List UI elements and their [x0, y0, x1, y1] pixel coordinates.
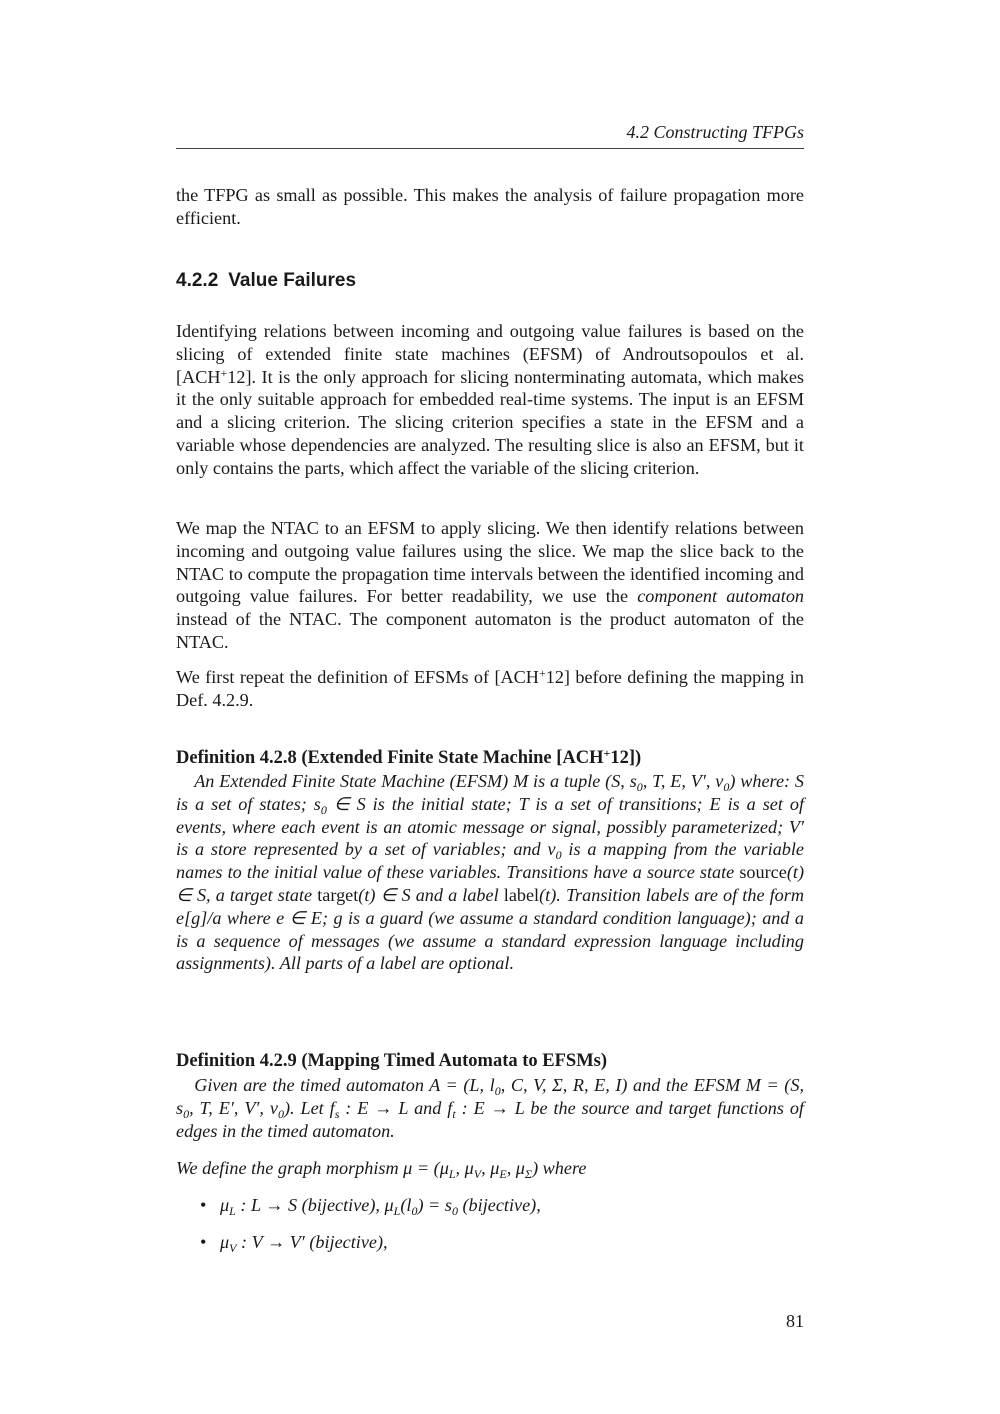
subscript: 0 [636, 780, 643, 794]
def-text: (t) ∈ S, a target state [176, 862, 804, 905]
subscript: V [229, 1240, 237, 1255]
subscript: Σ [524, 1167, 533, 1181]
def-text: : E → L be the source and target functions of edges in the timed automaton. [176, 1097, 804, 1141]
header-rule [176, 148, 804, 149]
def-text: , μ [506, 1158, 525, 1178]
definition-title-text: 12]) [610, 748, 642, 768]
list-item [176, 1194, 804, 1217]
function-name: target [317, 884, 359, 905]
subscript: 0 [183, 1106, 190, 1121]
morphism-statement [176, 1157, 804, 1180]
emphasis-term: component automaton [637, 586, 805, 607]
paragraph-efsm-intro [176, 666, 804, 712]
subscript: E [499, 1167, 507, 1181]
subscript: L [448, 1167, 456, 1181]
def-text: , μ [481, 1158, 500, 1178]
def-text: , T, E′, V′, v [189, 1097, 278, 1118]
paragraph-text: Identifying relations between incoming and outgoing value failures is based on the slicing of extended finite state machines (EFSM) of Androutsopoulos et al. [ACH [176, 321, 804, 387]
def-text: ∈ S is the initial state; T is a set of transitions; E is a set of events, where each event is an atomic message or signal, possibly parameterized; V′ is a store represented by a set of variables; and v [176, 793, 805, 860]
def-text: Given are the timed automaton A = (L, l [194, 1075, 495, 1095]
subscript: 0 [555, 848, 562, 863]
def-text: (t). Transition labels are of the form e[g]/a where e ∈ E; g is a guard (we assume a standard condition language); and a is a sequence of messages (we assume a standard expression language including assignments). All parts of a label are optional. [176, 884, 804, 974]
paragraph-text: 12]. It is the only approach for slicing nonterminating automata, which makes it the only suitable approach for embedded real-time systems. The input is an EFSM and a slicing criterion. The slicing criterion specifies a state in the EFSM and a variable whose dependencies are analyzed. The resulting slice is also an EFSM, but it only contains the parts, which affect the variable of the slicing criterion. [176, 366, 804, 478]
section-number: 4.2.2 [176, 270, 219, 291]
section-heading [176, 268, 356, 294]
def-text: An Extended Finite State Machine (EFSM) M is a tuple (S, s [194, 771, 637, 791]
paragraph-text: instead of the NTAC. The component automaton is the product automaton of the NTAC. [176, 609, 804, 652]
subscript: L [229, 1204, 236, 1218]
def-text: : V → V′ (bijective), [236, 1231, 388, 1252]
citation-superscript: + [603, 746, 611, 760]
def-text: , μ [455, 1158, 474, 1178]
subscript: 0 [494, 1084, 501, 1098]
def-text: , T, E, V′, v [642, 771, 724, 791]
def-text: We define the graph morphism μ = (μ [176, 1158, 449, 1178]
definition-title-text: Definition 4.2.8 (Extended Finite State Machine [ACH [176, 748, 604, 768]
list-item [176, 1231, 804, 1254]
paragraph-slicing [176, 320, 804, 480]
def-text: (bijective), [457, 1195, 541, 1215]
subscript: t [452, 1106, 456, 1121]
def-text: μ [220, 1231, 230, 1252]
subscript: s [334, 1106, 340, 1121]
def-text: is a mapping from the variable names to the initial value of these variables. Transitions have a source state [176, 839, 805, 883]
citation-superscript: + [538, 666, 546, 680]
def-text: (l [400, 1195, 412, 1215]
definition-title: Definition 4.2.9 (Mapping Timed Automata to EFSMs) [176, 1051, 608, 1071]
definition-body [176, 770, 804, 975]
def-text: (t) ∈ S and a label [358, 884, 504, 905]
function-name: label [503, 884, 540, 905]
definition-title [176, 747, 804, 770]
document-page [176, 0, 804, 1414]
running-head: 4.2 Constructing TFPGs [626, 122, 804, 142]
subscript: 0 [451, 1204, 458, 1218]
subscript: 0 [411, 1204, 418, 1218]
def-text: ) where: S is a set of states; s [176, 771, 805, 814]
function-name: source [739, 862, 787, 883]
bullet-icon: • [200, 1231, 207, 1252]
intro-paragraph: the TFPG as small as possible. This makes the analysis of failure propagation more efficient. [176, 185, 804, 228]
def-text: ) where [532, 1158, 587, 1178]
subscript: 0 [320, 802, 327, 817]
section-title: Value Failures [228, 270, 357, 291]
subscript: 0 [723, 780, 730, 794]
definition-body [176, 1074, 804, 1142]
subscript: L [393, 1204, 401, 1218]
page-number: 81 [786, 1311, 804, 1331]
morphism-bullet-list [176, 1194, 804, 1268]
subscript: V [473, 1167, 482, 1181]
subscript: 0 [277, 1106, 284, 1121]
def-text: ). Let f [283, 1097, 335, 1118]
bullet-icon: • [200, 1195, 207, 1215]
paragraph-text: 12] before defining the mapping in Def. 4.2.9. [176, 667, 804, 710]
def-text: μ [220, 1195, 230, 1215]
paragraph-mapping [176, 517, 804, 654]
citation-superscript: + [220, 365, 228, 380]
paragraph-text: We map the NTAC to an EFSM to apply slicing. We then identify relations between incoming and outgoing value failures using the slice. We map the slice back to the NTAC to compute the propagation time intervals between the identified incoming and outgoing value failures. For better readability, we use the [176, 518, 804, 607]
def-text: ) = s [417, 1195, 452, 1215]
paragraph-text: We first repeat the definition of EFSMs of [ACH [176, 667, 539, 687]
def-text: : E → L and f [339, 1097, 453, 1118]
def-text: : L → S (bijective), μ [235, 1195, 394, 1215]
def-text: , C, V, Σ, R, E, I) and the EFSM M = (S, s [176, 1075, 804, 1118]
